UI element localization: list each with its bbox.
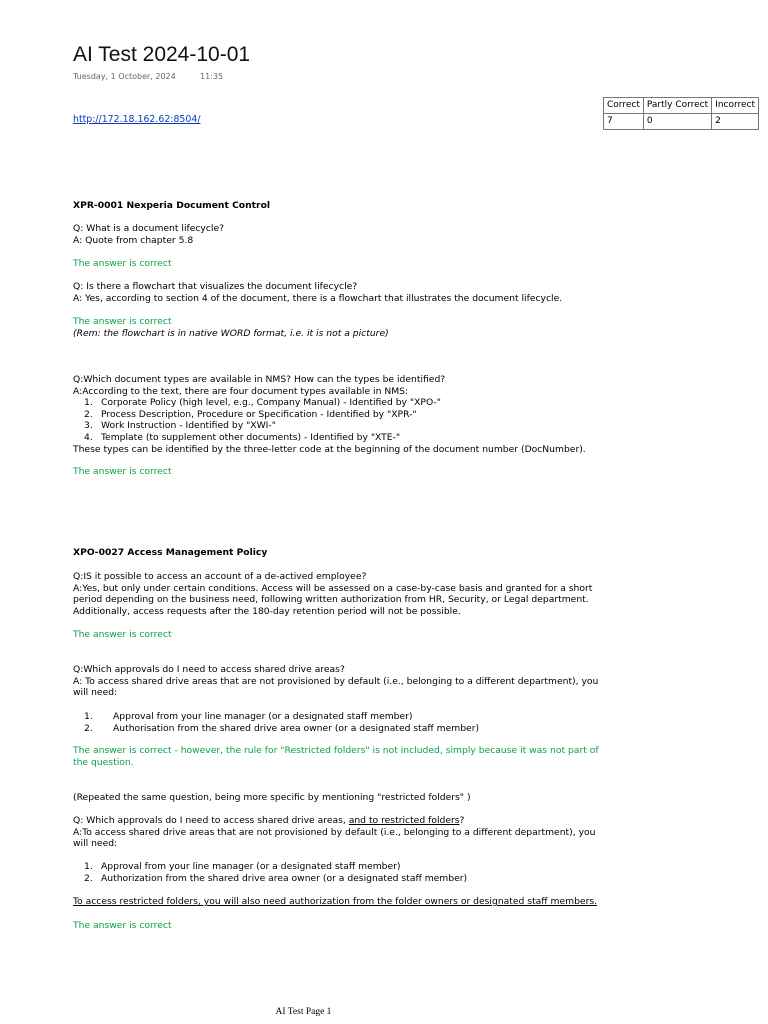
header-correct: Correct: [604, 98, 644, 114]
answer-line: Additionally, access requests after the 180-day retention period will not be possible.: [73, 605, 461, 617]
verdict: The answer is correct: [73, 629, 172, 640]
document-type-list: [73, 397, 603, 443]
verdict: The answer is correct: [73, 258, 172, 269]
section-title: XPR-0001 Nexperia Document Control: [73, 200, 271, 211]
qa-block: [73, 571, 603, 617]
score-values-row: [604, 114, 759, 130]
answer-line: period depending on the business need, following written authorization from HR, Security, or Legal department.: [73, 594, 589, 606]
list-item: 2. Authorisation from the shared drive area owner (or a designated staff member): [84, 722, 480, 734]
value-incorrect: 2: [712, 114, 759, 130]
page-date: Tuesday, 1 October, 2024: [73, 72, 176, 81]
value-correct: 7: [604, 114, 644, 130]
qa-block: [73, 281, 603, 304]
verdict: The answer is correct: [73, 316, 172, 327]
list-item: 2. Authorization from the shared drive area owner (or a designated staff member): [84, 872, 468, 884]
answer-line: A:To access shared drive areas that are not provisioned by default (i.e., belonging to a different department), you: [73, 826, 596, 838]
answer: A: Quote from chapter 5.8: [73, 234, 194, 246]
remark: (Rem: the flowchart is in native WORD format, i.e. it is not a picture): [73, 327, 389, 339]
answer: A:According to the text, there are four document types available in NMS:: [73, 385, 409, 397]
question: Q: Is there a flowchart that visualizes the document lifecycle?: [73, 281, 358, 292]
verdict: The answer is correct: [73, 920, 172, 931]
question: Q: Which approvals do I need to access shared drive areas, and to restricted folders?: [73, 815, 465, 826]
page-time: 11:35: [200, 72, 224, 81]
question: Q: What is a document lifecycle?: [73, 223, 225, 234]
verdict: The answer is correct: [73, 466, 172, 477]
verdict-block: [73, 316, 603, 339]
qa-block: [73, 664, 603, 699]
server-link[interactable]: http://172.18.162.62:8504/: [73, 114, 201, 125]
list-item: 4. Template (to supplement other documents) - Identified by "XTE-": [84, 431, 401, 443]
section-title: XPO-0027 Access Management Policy: [73, 547, 268, 558]
list-item: 1. Approval from your line manager (or a designated staff member): [84, 861, 401, 872]
answer-line: A:Yes, but only under certain conditions. Access will be assessed on a case-by-case basis and granted for a short: [73, 582, 593, 594]
restricted-folders-note: To access restricted folders, you will also need authorization from the folder owners or designated staff members.: [73, 896, 598, 907]
qa-block: [73, 374, 603, 455]
question: Q:Which approvals do I need to access shared drive areas?: [73, 664, 345, 675]
answer: A: Yes, according to section 4 of the document, there is a flowchart that illustrates the document lifecycle.: [73, 292, 563, 304]
approval-list: [73, 861, 603, 884]
qa-block: [73, 223, 603, 246]
question: Q:IS it possible to access an account of a de-actived employee?: [73, 571, 367, 582]
page-footer: AI Test Page 1: [275, 1007, 332, 1017]
answer-conclusion: These types can be identified by the three-letter code at the beginning of the document number (DocNumber).: [73, 443, 586, 455]
qa-block: [73, 815, 603, 850]
verdict: The answer is correct - however, the rule for "Restricted folders" is not included, simply because it was not part of the question.: [73, 745, 599, 768]
answer-line: will need:: [73, 838, 118, 850]
repeat-note: (Repeated the same question, being more specific by mentioning "restricted folders" ): [73, 792, 471, 803]
question: Q:Which document types are available in NMS? How can the types be identified?: [73, 374, 446, 385]
answer-line: A: To access shared drive areas that are not provisioned by default (i.e., belonging to a different department), you: [73, 675, 599, 687]
header-partly-correct: Partly Correct: [643, 98, 711, 114]
answer-line: will need:: [73, 687, 118, 699]
score-header-row: [604, 98, 759, 114]
list-item: 3. Work Instruction - Identified by "XWI-": [84, 420, 276, 432]
list-item: 1. Approval from your line manager (or a designated staff member): [84, 711, 413, 722]
list-item: 1. Corporate Policy (high level, e.g., Company Manual) - Identified by "XPO-": [84, 397, 441, 409]
header-incorrect: Incorrect: [712, 98, 759, 114]
list-item: 2. Process Description, Procedure or Specification - Identified by "XPR-": [84, 408, 417, 420]
score-table: [603, 97, 759, 130]
approval-list: [73, 711, 603, 734]
page-title: AI Test 2024-10-01: [73, 43, 251, 66]
value-partly-correct: 0: [643, 114, 711, 130]
